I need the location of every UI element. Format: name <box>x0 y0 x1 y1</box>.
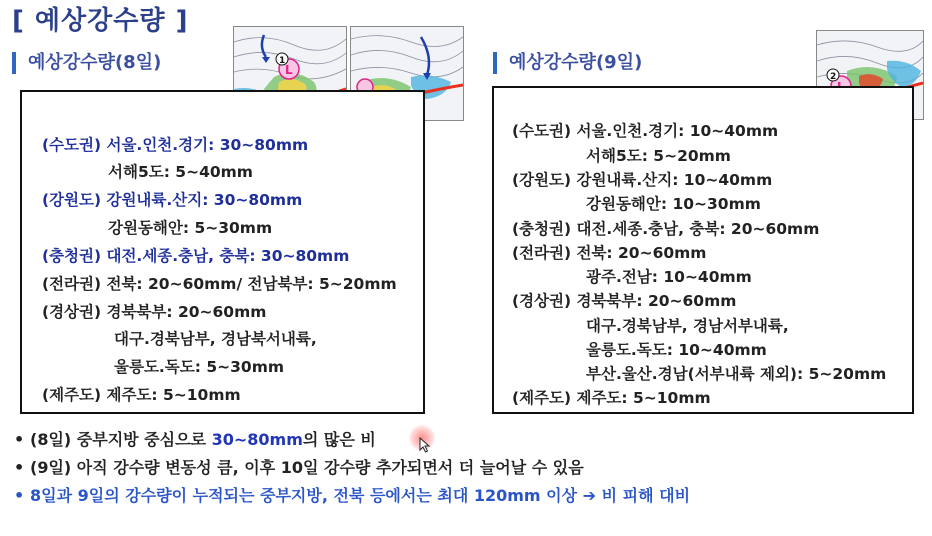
day8-row: 서해5도: 5~40mm <box>108 163 253 181</box>
day9-row: (수도권) 서울.인천.경기: 10~40mm <box>512 122 779 140</box>
day9-row: 대구.경북남부, 경남서부내륙, <box>586 317 789 335</box>
mouse-cursor-icon <box>419 437 431 453</box>
map-low-label: L <box>285 63 293 77</box>
bullet-text: (9일) 아직 강수량 변동성 큼, 이후 10일 강수량 추가되면서 더 늘어날 수 있음 <box>30 458 584 477</box>
bullet-dot: • <box>14 430 25 449</box>
day9-row: 광주.전남: 10~40mm <box>586 268 752 286</box>
day9-row: 울릉도.독도: 10~40mm <box>586 341 767 359</box>
day9-row: (충청권) 대전.세종.충남, 충북: 20~60mm <box>512 220 820 238</box>
map-number-label: 1 <box>279 56 286 66</box>
day8-row: (전라권) 전북: 20~60mm/ 전남북부: 5~20mm <box>42 275 397 293</box>
day9-heading: 예상강수량(9일) <box>493 52 642 74</box>
day8-row: (수도권) 서울.인천.경기: 30~80mm <box>42 136 309 154</box>
day9-row: (제주도) 제주도: 5~10mm <box>512 389 711 407</box>
bullet-text: 8일과 9일의 강수량이 누적되는 중부지방, 전북 등에서는 최대 120mm 이상 ➔ 비 피해 대비 <box>30 486 691 505</box>
bullet-dot: • <box>14 458 25 477</box>
day9-row: 서해5도: 5~20mm <box>586 147 731 165</box>
map-number-label: 2 <box>830 72 837 82</box>
bullet-text-end: 의 많은 비 <box>302 430 376 449</box>
bullet-accumulated <box>14 485 690 507</box>
bullet-day9 <box>14 457 584 479</box>
day9-row: (강원도) 강원내륙.산지: 10~40mm <box>512 171 773 189</box>
day8-row: (경상권) 경북북부: 20~60mm <box>42 303 267 321</box>
day9-row: 강원동해안: 10~30mm <box>586 195 761 213</box>
day8-row: 울릉도.독도: 5~30mm <box>114 358 284 376</box>
bullet-text: (8일) 중부지방 중심으로 <box>30 430 212 449</box>
bullet-highlight: 30~80mm <box>211 430 303 449</box>
day9-row: (경상권) 경북북부: 20~60mm <box>512 292 737 310</box>
day8-row: (충청권) 대전.세종.충남, 충북: 30~80mm <box>42 247 350 265</box>
day8-row: 대구.경북남부, 경남북서내륙, <box>114 330 317 348</box>
page-title: [ 예상강수량 ] <box>12 6 189 36</box>
day8-row: 강원동해안: 5~30mm <box>108 219 273 237</box>
day8-row: (강원도) 강원내륙.산지: 30~80mm <box>42 191 303 209</box>
bullet-dot: • <box>14 486 25 505</box>
day8-heading: 예상강수량(8일) <box>12 52 161 74</box>
day9-row: 부산.울산.경남(서부내륙 제외): 5~20mm <box>586 365 887 383</box>
day9-row: (전라권) 전북: 20~60mm <box>512 244 707 262</box>
day8-row: (제주도) 제주도: 5~10mm <box>42 386 241 404</box>
bullet-day8 <box>14 429 376 451</box>
